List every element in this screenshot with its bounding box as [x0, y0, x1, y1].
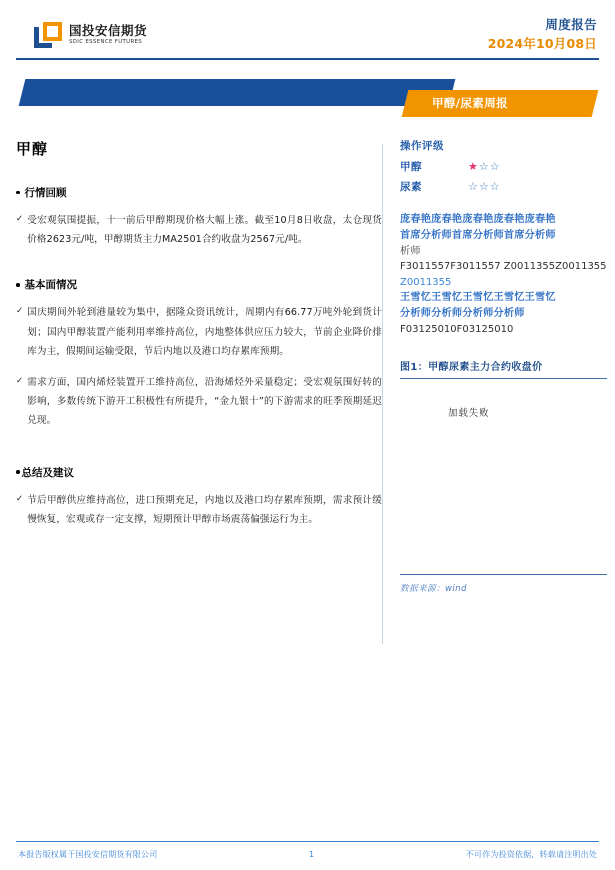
analyst-info-block: [400, 212, 607, 338]
rating-stars: [468, 161, 501, 172]
figure-canvas: [400, 379, 607, 574]
spacer: [16, 261, 382, 277]
figure-source-label: 数据来源：wind: [400, 584, 467, 595]
main-column: [0, 138, 382, 644]
header-meta: [488, 16, 597, 54]
paragraph: [16, 373, 382, 431]
analyst-1-role: 首席分析师首席分析师首席分析师: [400, 229, 556, 241]
page-content: [0, 116, 615, 644]
section-heading-label: 行情回顾: [24, 187, 67, 199]
header-divider: [16, 58, 599, 60]
title-banner: [0, 76, 615, 116]
star-empty-icon: ☆: [489, 180, 501, 193]
section-heading-market-review: [16, 185, 382, 200]
report-date-label: 2024年10月08日: [487, 35, 597, 51]
paragraph-text: 节后甲醇供应维持高位，进口预期充足，内地以及港口均存累库预期，需求预计缓慢恢复，宏观或存一定支撑，短期预计甲醇市场震荡偏强运行为主。: [27, 494, 382, 525]
analyst-1-ids-wrap: Z0011355: [400, 276, 452, 288]
section-heading-fundamentals: [16, 277, 382, 292]
figure-load-failed-text: 加载失败: [448, 407, 490, 419]
check-icon: ✓: [16, 306, 24, 317]
analyst-2-ids: F03125010F03125010: [400, 324, 514, 336]
figure-block: [400, 358, 607, 595]
logo-text: [69, 24, 147, 46]
paragraph: [16, 211, 382, 249]
page-footer: [0, 841, 615, 860]
paragraph-text: 需求方面，国内烯烃装置开工维持高位，沿海烯烃外采量稳定；受宏观氛围好转的影响，多数传统下游开工积极性有所提升，“金九银十”的下游需求的旺季预期延迟兑现。: [27, 376, 382, 427]
report-kind-label: 周度报告: [545, 17, 597, 32]
rating-name-label: 甲醇: [400, 161, 422, 173]
star-empty-icon: ☆: [478, 160, 490, 173]
analyst-1-role-wrap: 析师: [400, 245, 421, 257]
check-icon: ✓: [16, 214, 24, 224]
check-icon: ✓: [16, 375, 24, 386]
paragraph: [16, 303, 382, 361]
footer-disclaimer: 不可作为投资依据，转载请注明出处: [465, 850, 597, 859]
sidebar-column: [383, 138, 615, 644]
paragraph-text: 国庆期间外轮到港量较为集中，据隆众资讯统计，周期内有66.77万吨外轮到货计划；国内甲醇装置产能利用率维持高位，内地整体供应压力较大，节前企业降价排库为主，假期间运输受限，节后内地以及港口均存累库预期。: [27, 307, 382, 357]
page-title: 甲醇: [16, 140, 49, 158]
paragraph: [16, 491, 382, 529]
footer-copyright: 本报告版权属于国投安信期货有限公司: [18, 850, 158, 859]
paragraph-text: 受宏观氛围提振，十一前后甲醇期现价格大幅上涨。截至10月8日收盘，太仓现货价格2623元/吨，甲醇期货主力MA2501合约收盘为2567元/吨。: [27, 215, 382, 246]
logo-mark-icon: [34, 22, 62, 48]
footer-row: [0, 849, 615, 860]
company-logo: [34, 22, 147, 48]
star-filled-icon: ★: [468, 160, 479, 173]
analyst-2-role: 分析师分析师分析师分析师: [400, 308, 525, 320]
figure-caption: 图1：甲醇尿素主力合约收盘价: [400, 361, 543, 373]
star-empty-icon: ☆: [478, 180, 490, 193]
logo-name-en: SDIC ESSENCE FUTURES: [69, 39, 143, 46]
analyst-2-name: 王雪忆王雪忆王雪忆王雪忆王雪忆: [400, 292, 556, 304]
check-icon: ✓: [16, 493, 24, 504]
rating-section-title: 操作评级: [400, 140, 444, 152]
bullet-icon: [16, 191, 20, 195]
analyst-1-name: 庞春艳庞春艳庞春艳庞春艳庞春艳: [400, 214, 556, 225]
rating-stars: [468, 181, 501, 192]
spacer: [16, 443, 382, 465]
rating-row-methanol: [400, 159, 607, 174]
rating-row-urea: [400, 179, 607, 194]
bullet-icon: [16, 283, 20, 287]
section-heading-summary: [16, 465, 382, 480]
star-empty-icon: ☆: [468, 180, 479, 193]
bullet-icon: [16, 470, 20, 474]
banner-blue-shape: [19, 79, 456, 106]
footer-page-number: 1: [308, 850, 315, 859]
rating-name-label: 尿素: [400, 181, 422, 193]
footer-divider: [16, 841, 599, 842]
section-heading-label: 基本面情况: [24, 279, 77, 292]
star-empty-icon: ☆: [489, 160, 501, 173]
section-heading-label: 总结及建议: [21, 466, 74, 479]
analyst-1-ids: F3011557F3011557 Z0011355Z0011355: [400, 261, 607, 273]
logo-name-cn: 国投安信期货: [69, 23, 148, 39]
page-header: [0, 0, 615, 62]
banner-title-label: 甲醇/尿素周报: [432, 96, 508, 110]
logo-square-shape: [43, 22, 62, 41]
